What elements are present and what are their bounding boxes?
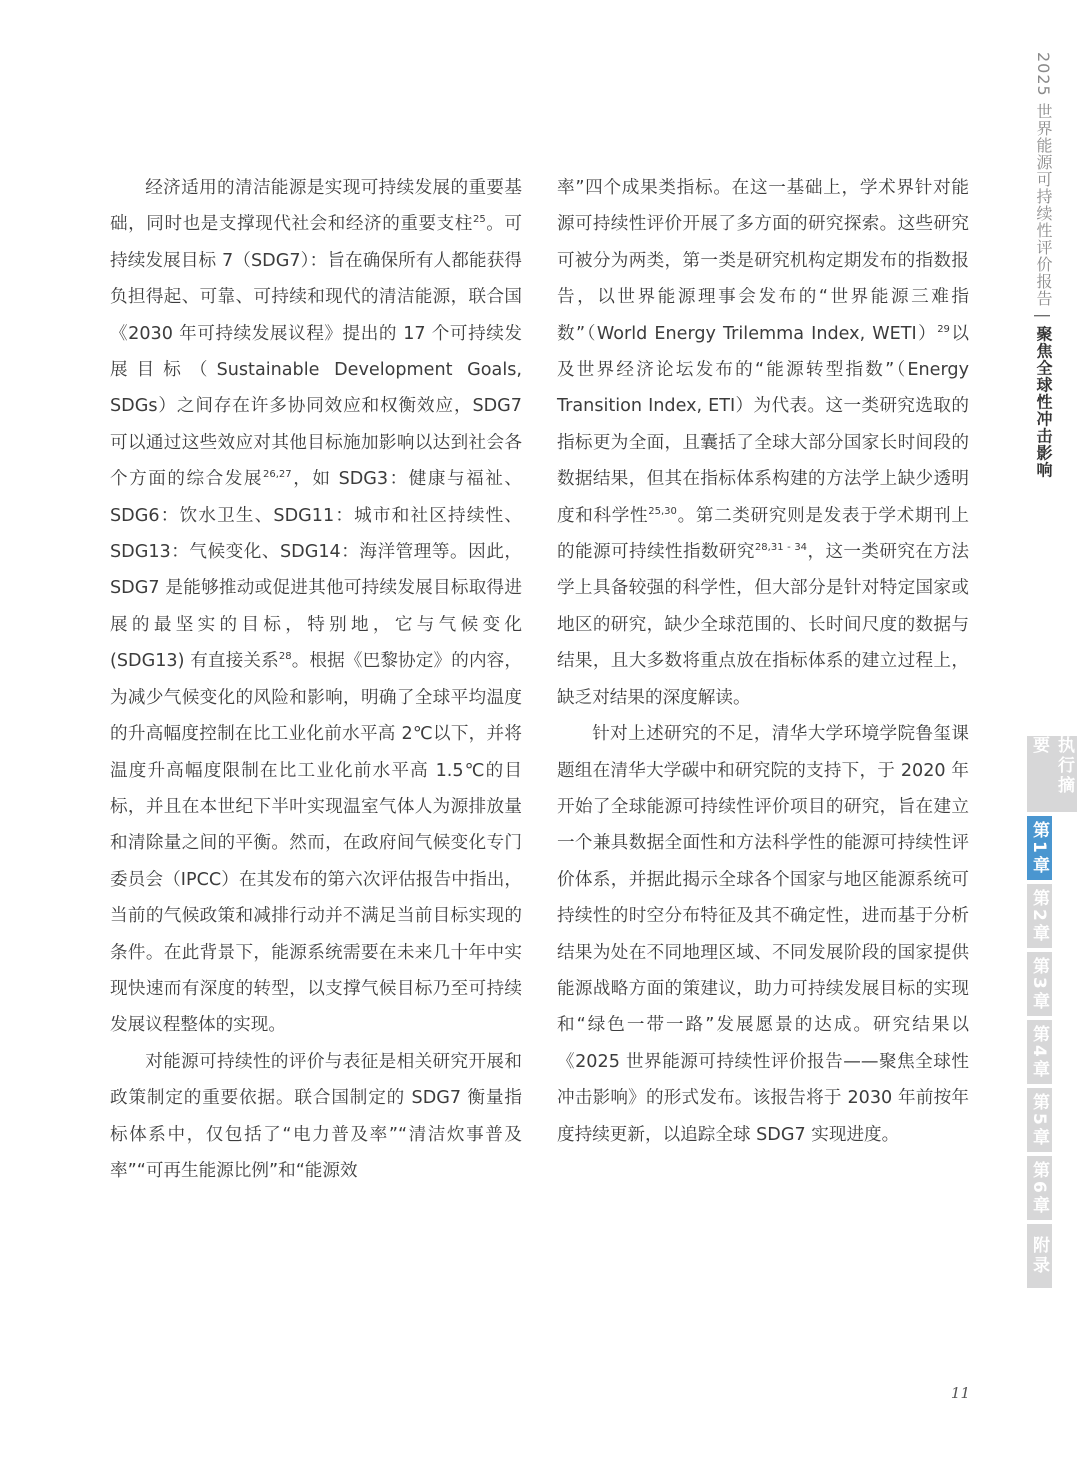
tab-label: 第4章	[1029, 1024, 1049, 1080]
text-run: ，如 SDG3：健康与福祉、SDG6：饮水卫生、SDG11：城市和社区持续性、SDG13：气候变化、SDG14：海洋管理等。因此，SDG7 是能够推动或促进其他可持续发展目标取得进展的最坚实的目标，特别地，它与气候变化 (SDG13) 有直接关系	[110, 469, 522, 672]
left-paragraph-1	[110, 170, 522, 1044]
tab-chapter-6[interactable]	[1027, 1156, 1052, 1220]
left-column	[110, 170, 522, 1189]
tab-chapter-5[interactable]	[1027, 1088, 1052, 1152]
tab-executive-summary[interactable]	[1027, 736, 1077, 812]
citation-ref: 28	[278, 651, 292, 663]
chapter-tabs	[1027, 736, 1080, 1292]
right-paragraph-2: 针对上述研究的不足，清华大学环境学院鲁玺课题组在清华大学碳中和研究院的支持下，于 2020 年开始了全球能源可持续性评价项目的研究，旨在建立一个兼具数据全面性和方法科学性的能源可持续性评价体系，并据此揭示全球各个国家与地区能源系统可持续性的时空分布特征及其不确定性，进而基于分析结果为处在不同地理区域、不同发展阶段的国家提供能源战略方面的策建议，助力可持续发展目标的实现和“绿色一带一路”发展愿景的达成。研究结果以《2025 世界能源可持续性评价报告——聚焦全球性冲击影响》的形式发布。该报告将于 2030 年前按年度持续更新，以追踪全球 SDG7 实现进度。	[557, 724, 969, 1145]
tab-appendix[interactable]	[1027, 1224, 1052, 1288]
tab-chapter-2[interactable]	[1027, 884, 1052, 948]
citation-ref: 28,31 - 34	[754, 542, 808, 554]
report-subtitle: 聚焦全球性冲击影响	[1034, 325, 1053, 479]
running-header	[1030, 52, 1056, 478]
tab-label: 第5章	[1029, 1092, 1049, 1148]
citation-ref: 25	[472, 214, 486, 226]
right-column	[557, 170, 969, 1153]
header-separator: |	[1034, 312, 1053, 320]
tab-chapter-4[interactable]	[1027, 1020, 1052, 1084]
left-paragraph-2: 对能源可持续性的评价与表征是相关研究开展和政策制定的重要依据。联合国制定的 SDG7 衡量指标体系中，仅包括了“电力普及率”“清洁炊事普及率”“可再生能源比例”和“能源效	[110, 1051, 522, 1181]
citation-ref: 25,30	[648, 505, 677, 517]
text-run: 经济适用的清洁能源是实现可持续发展的重要基础，同时也是支撑现代社会和经济的重要支柱	[110, 178, 522, 235]
report-title: 2025 世界能源可持续性评价报告	[1034, 52, 1053, 307]
tab-chapter-1[interactable]	[1027, 816, 1052, 880]
text-run: 。根据《巴黎协定》的内容，为减少气候变化的风险和影响，明确了全球平均温度的升高幅度控制在比工业化前水平高 2℃以下，并将温度升高幅度限制在比工业化前水平高 1.5℃的目标，并且在本世纪下半叶实现温室气体人为源排放量和清除量之间的平衡。然而，在政府间气候变化专门委员会（IPCC）在其发布的第六次评估报告中指出，当前的气候政策和减排行动并不满足当前目标实现的条件。在此背景下，能源系统需要在未来几十年中实现快速而有深度的转型，以支撑气候目标乃至可持续发展议程整体的实现。	[110, 651, 522, 1036]
tab-label: 第6章	[1029, 1160, 1049, 1216]
tab-label: 第2章	[1029, 888, 1049, 944]
tab-label: 第3章	[1029, 956, 1049, 1012]
tab-label: 第1章	[1029, 820, 1049, 876]
page-number: 11	[950, 1384, 970, 1402]
citation-ref: 26,27	[263, 469, 292, 481]
text-run: 率”四个成果类指标。在这一基础上，学术界针对能源可持续性评价开展了多方面的研究探索。这些研究可被分为两类，第一类是研究机构定期发布的指数报告，以世界能源理事会发布的“世界能源三难指数”（World Energy Trilemma Index, WETI）	[557, 178, 969, 344]
text-run: 。第二类研究则是发表于学术期刊上的能源可持续性指数研究	[557, 505, 969, 563]
citation-ref: 29	[937, 323, 950, 335]
text-run: ，这一类研究在方法学上具备较强的科学性，但大部分是针对特定国家或地区的研究，缺少全球范围的、长时间尺度的数据与结果，且大多数将重点放在指标体系的建立过程上，缺乏对结果的深度解读。	[557, 542, 969, 708]
right-paragraph-1	[557, 170, 969, 716]
text-run: 以及世界经济论坛发布的“能源转型指数”（Energy Transition Index, ETI）为代表。这一类研究选取的指标更为全面，且囊括了全球大部分国家长时间段的数据结果，但其在指标体系构建的方法学上缺少透明度和科学性	[557, 323, 969, 526]
tab-label: 附录	[1029, 1236, 1049, 1276]
tab-label: 执行摘要	[1029, 736, 1074, 796]
tab-chapter-3[interactable]	[1027, 952, 1052, 1016]
text-run: 。可持续发展目标 7（SDG7）：旨在确保所有人都能获得负担得起、可靠、可持续和现代的清洁能源，联合国《2030 年可持续发展议程》提出的 17 个可持续发展目标（Sustainable Development Goals, SDGs）之间存在许多协同效应和权衡效应，SDG7 可以通过这些效应对其他目标施加影响以达到社会各个方面的综合发展	[110, 214, 522, 490]
